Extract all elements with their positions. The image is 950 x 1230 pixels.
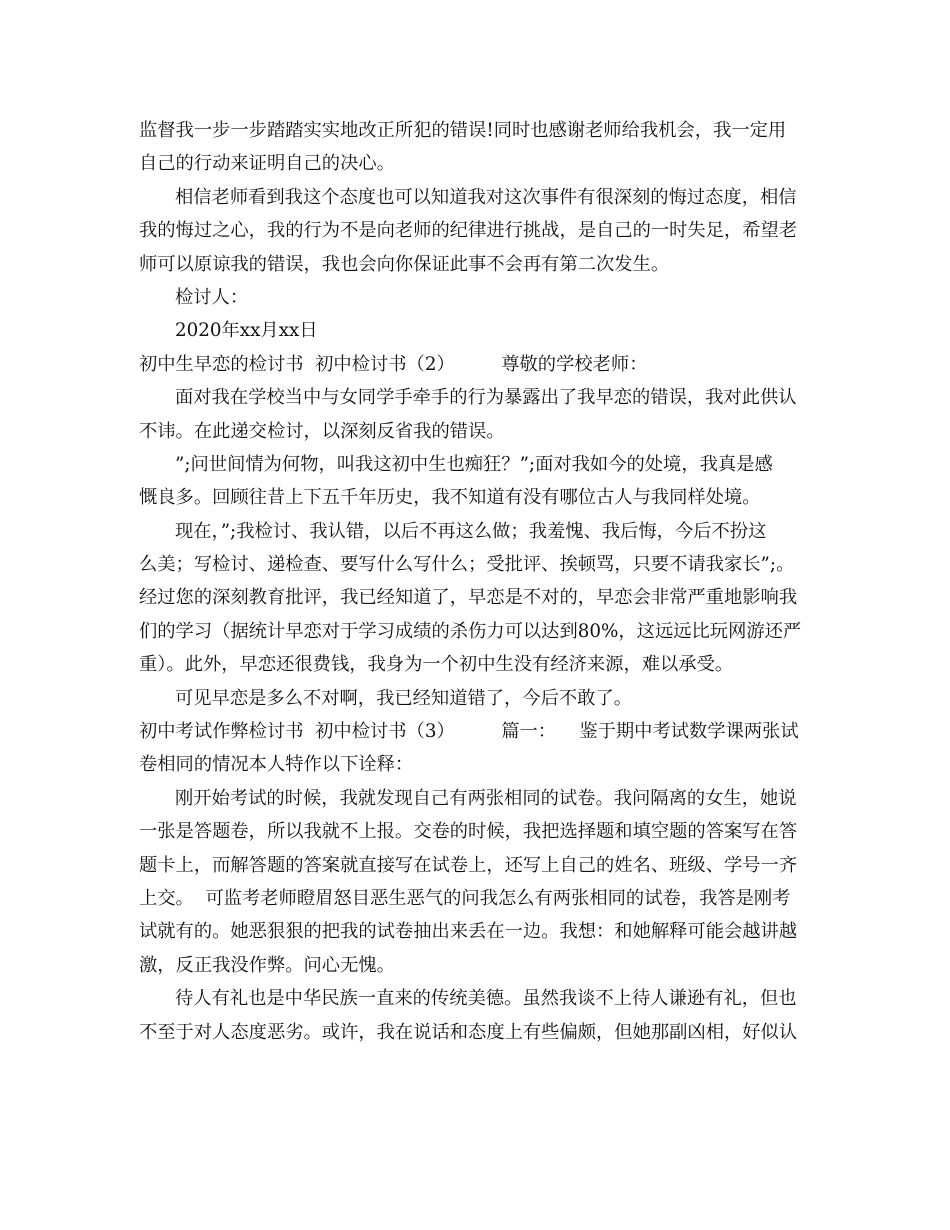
text-line: 现在，”;我检讨、我认错，以后不再这么做；我羞愧、我后悔，今后不扮这 bbox=[175, 520, 767, 542]
text-line: 可见早恋是多么不对啊，我已经知道错了，今后不敢了。 bbox=[175, 687, 633, 709]
text-line: 检讨人： bbox=[175, 286, 249, 308]
text-line: 自己的行动来证明自己的决心。 bbox=[139, 153, 395, 175]
text-line: 卷相同的情况本人特作以下诠释： bbox=[139, 754, 414, 776]
text-line: 刚开始考试的时候，我就发现自己有两张相同的试卷。我问隔离的女生，她说 bbox=[175, 787, 797, 809]
text-line: 面对我在学校当中与女同学手牵手的行为暴露出了我早恋的错误，我对此供认 bbox=[175, 387, 797, 409]
text-line: 激，反正我没作弊。问心无愧。 bbox=[139, 954, 395, 976]
text-line: 上交。 可监考老师瞪眉怒目恶生恶气的问我怎么有两张相同的试卷，我答是刚考 bbox=[139, 887, 791, 909]
document-body bbox=[139, 114, 815, 1049]
text-line: 相信老师看到我这个态度也可以知道我对这次事件有很深刻的悔过态度，相信 bbox=[175, 186, 797, 208]
text-line: 么美；写检讨、递检查、要写什么写什么；受批评、挨顿骂，只要不请我家长”;。 bbox=[139, 554, 795, 576]
text-line: 不讳。在此递交检讨，以深刻反省我的错误。 bbox=[139, 420, 505, 442]
text-line: 重）。此外，早恋还很费钱，我身为一个初中生没有经济来源，难以承受。 bbox=[139, 654, 734, 676]
text-line: 师可以原谅我的错误，我也会向你保证此事不会再有第二次发生。 bbox=[139, 253, 670, 275]
text-line: 不至于对人态度恶劣。或许，我在说话和态度上有些偏颇，但她那副凶相，好似认 bbox=[139, 1021, 798, 1043]
text-line: 一张是答题卷，所以我就不上报。交卷的时候，我把选择题和填空题的答案写在答 bbox=[139, 821, 798, 843]
text-line: 监督我一步一步踏踏实实地改正所犯的错误!同时也感谢老师给我机会，我一定用 bbox=[139, 120, 787, 141]
text-line: 经过您的深刻教育批评，我已经知道了，早恋是不对的，早恋会非常严重地影响我 bbox=[139, 587, 798, 609]
text-line: 们的学习（据统计早恋对于学习成绩的杀伤力可以达到80%，这远远比玩网游还严 bbox=[139, 620, 802, 642]
text-line: ”;问世间情为何物，叫我这初中生也痴狂？”;面对我如今的处境，我真是感 bbox=[175, 453, 773, 475]
text-line: 初中考试作弊检讨书 初中检讨书（3） 篇一： 鉴于期中考试数学课两张试 bbox=[139, 721, 799, 743]
text-line: 慨良多。回顾往昔上下五千年历史，我不知道有没有哪位古人与我同样处境。 bbox=[139, 487, 761, 509]
text-line: 2020年xx月xx日 bbox=[175, 320, 318, 342]
text-line: 题卡上，而解答题的答案就直接写在试卷上，还写上自己的姓名、班级、学号一齐 bbox=[139, 854, 798, 876]
text-line: 初中生早恋的检讨书 初中检讨书（2） 尊敬的学校老师： bbox=[139, 353, 648, 375]
text-line: 我的悔过之心，我的行为不是向老师的纪律进行挑战，是自己的一时失足，希望老 bbox=[139, 220, 798, 242]
text-line: 待人有礼也是中华民族一直来的传统美德。虽然我谈不上待人谦逊有礼，但也 bbox=[175, 988, 797, 1010]
text-line: 试就有的。她恶狠狠的把我的试卷抽出来丢在一边。我想：和她解释可能会越讲越 bbox=[139, 921, 798, 943]
